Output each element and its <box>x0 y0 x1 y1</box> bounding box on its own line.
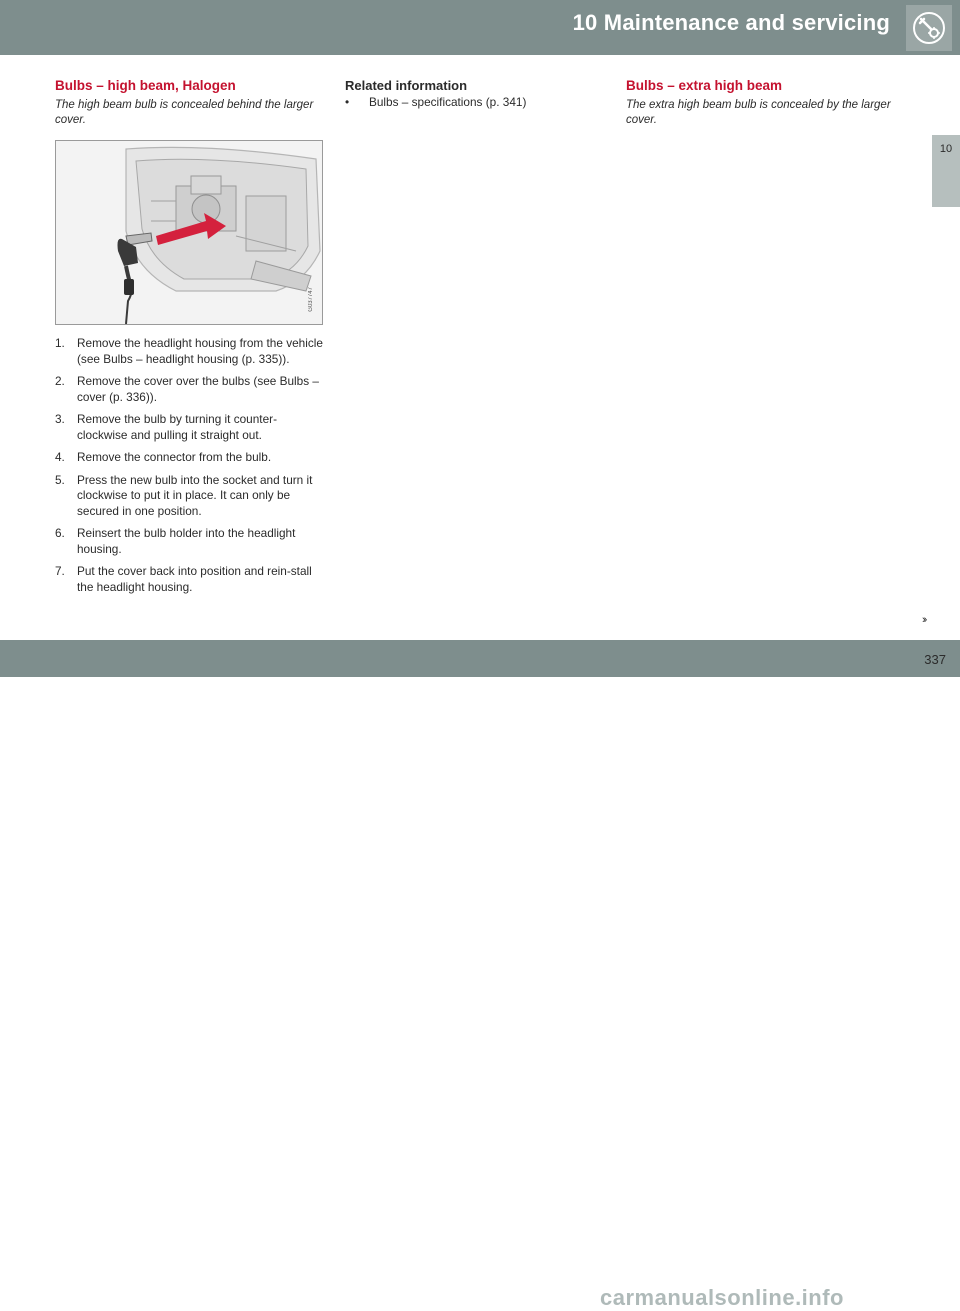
maintenance-wrench-icon <box>906 5 952 51</box>
step-text: Remove the cover over the bulbs (see Bulbs – cover (p. 336)). <box>77 374 319 404</box>
section-heading: Bulbs – high beam, Halogen <box>55 78 236 93</box>
related-list <box>345 95 595 110</box>
step-number: 6. <box>55 526 65 540</box>
section-high-beam-halogen <box>55 78 323 128</box>
chapter-side-tab[interactable] <box>932 135 960 207</box>
bullet-icon: • <box>345 95 350 109</box>
section-intro: The high beam bulb is concealed behind the larger cover. <box>55 99 314 126</box>
step-item <box>55 336 325 367</box>
step-text: Remove the connector from the bulb. <box>77 450 272 464</box>
related-link-text: Bulbs – specifications (p. 341) <box>369 95 527 109</box>
section-heading: Bulbs – extra high beam <box>626 78 783 93</box>
section-extra-high-beam <box>626 78 916 128</box>
step-text: Reinsert the bulb holder into the headlight housing. <box>77 526 296 556</box>
step-number: 2. <box>55 374 65 388</box>
step-number: 3. <box>55 412 65 426</box>
next-page-arrows-icon[interactable]: ›› <box>922 614 926 626</box>
step-text: Press the new bulb into the socket and turn it clockwise to put it in place. It can only be secured in one position. <box>77 472 313 518</box>
step-item <box>55 473 325 520</box>
step-number: 4. <box>55 450 65 464</box>
chapter-title: 10 Maintenance and servicing <box>572 10 890 35</box>
step-text: Remove the bulb by turning it counter-clockwise and pulling it straight out. <box>77 412 277 442</box>
section-intro: The extra high beam bulb is concealed by the larger cover. <box>626 99 891 126</box>
step-item <box>55 526 325 557</box>
step-item <box>55 412 325 443</box>
step-number: 1. <box>55 336 65 350</box>
headlight-bulb-illustration <box>55 140 323 325</box>
step-text: Remove the headlight housing from the vehicle (see Bulbs – headlight housing (p. 335)). <box>77 336 323 366</box>
related-information <box>345 78 595 110</box>
step-item <box>55 374 325 405</box>
step-text: Put the cover back into position and rein-stall the headlight housing. <box>77 564 312 594</box>
page-header <box>0 0 960 55</box>
chapter-side-tab-label: 10 <box>939 143 953 155</box>
figure-code: G037747 <box>308 287 314 312</box>
related-heading: Related information <box>345 78 468 93</box>
step-item <box>55 450 325 466</box>
related-link[interactable] <box>345 95 595 110</box>
page-number: 337 <box>924 652 946 667</box>
page-footer <box>0 640 960 1310</box>
watermark: carmanualsonline.info <box>600 1285 844 1310</box>
replacement-steps <box>55 336 325 602</box>
step-number: 7. <box>55 564 65 578</box>
step-item <box>55 564 325 595</box>
step-number: 5. <box>55 472 65 487</box>
